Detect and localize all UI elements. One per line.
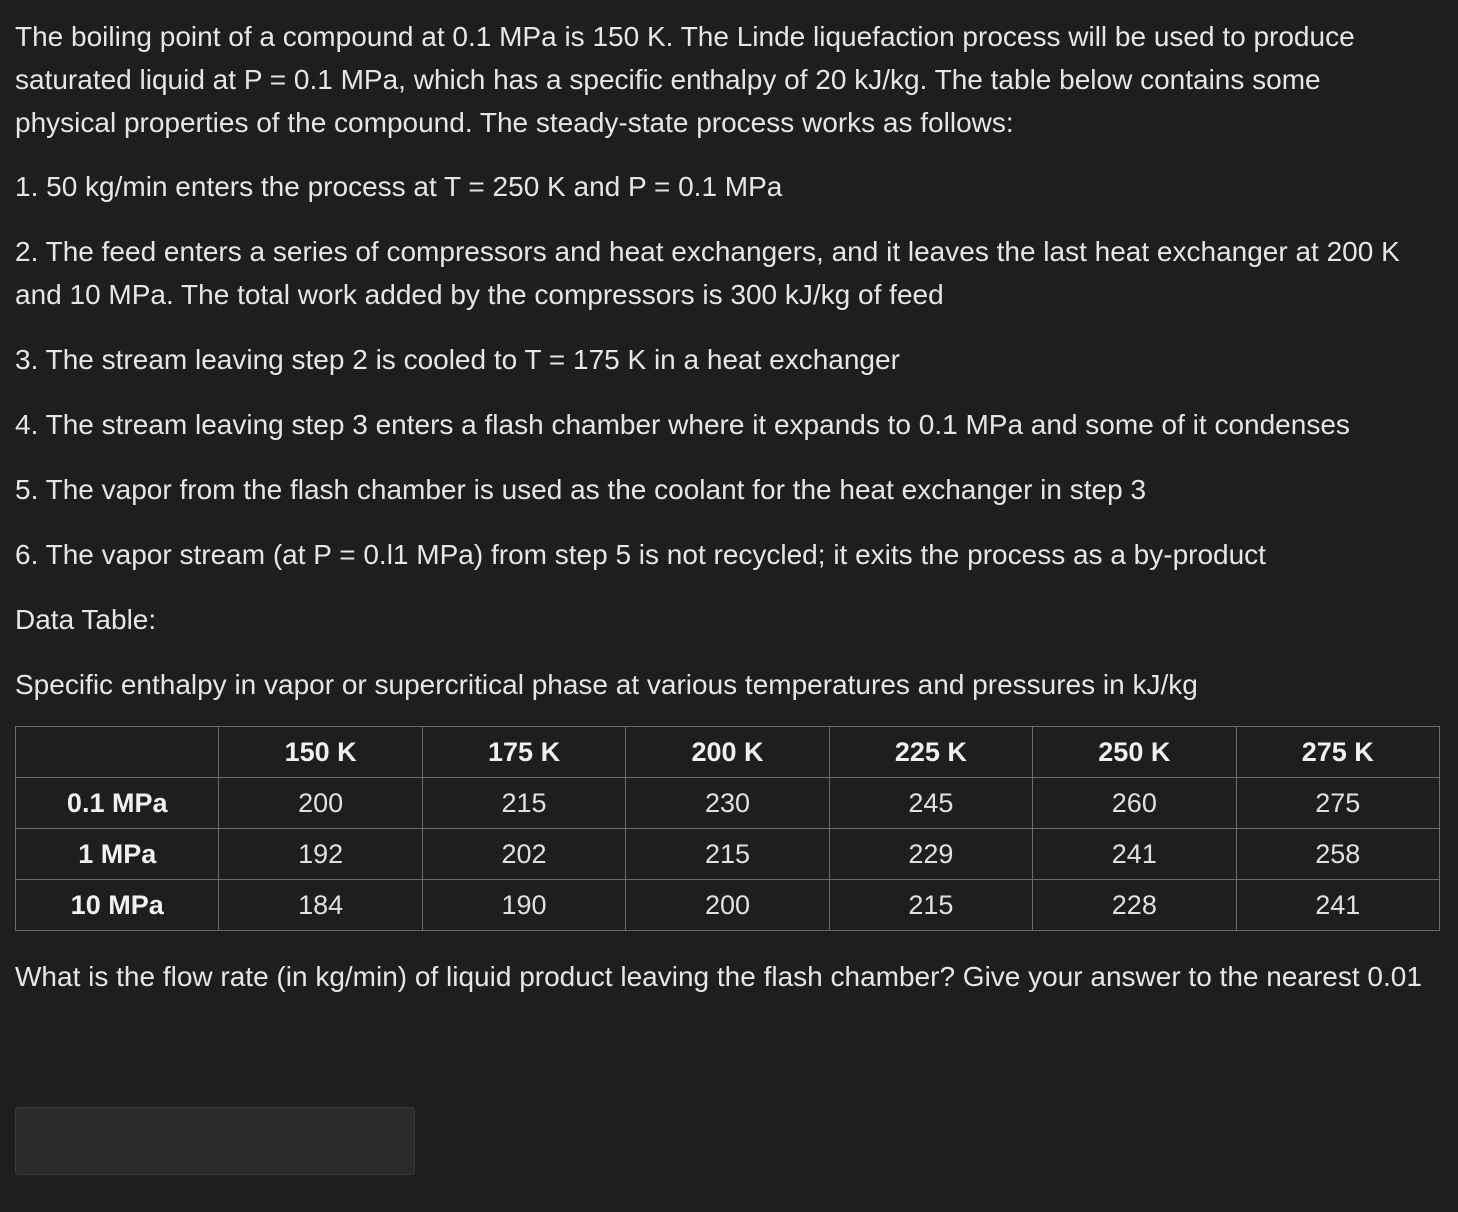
table-cell: 200: [219, 778, 422, 829]
table-cell: 230: [626, 778, 829, 829]
problem-container: [15, 15, 1440, 998]
table-row: [16, 829, 1440, 880]
table-cell: 275: [1236, 778, 1439, 829]
answer-input[interactable]: [15, 1107, 415, 1175]
step-6: 6. The vapor stream (at P = 0.l1 MPa) from step 5 is not recycled; it exits the process as a by-product: [15, 539, 1266, 570]
column-header: 225 K: [829, 727, 1032, 778]
column-header: 250 K: [1033, 727, 1236, 778]
table-cell: 202: [422, 829, 625, 880]
table-cell: 215: [422, 778, 625, 829]
table-cell: 241: [1236, 880, 1439, 931]
data-table-caption: Specific enthalpy in vapor or supercritical phase at various temperatures and pressures in kJ/kg: [15, 669, 1198, 700]
table-cell: 258: [1236, 829, 1439, 880]
question-text: What is the flow rate (in kg/min) of liquid product leaving the flash chamber? Give your answer to the nearest 0.01: [15, 961, 1422, 992]
table-cell: 215: [829, 880, 1032, 931]
data-table-label: Data Table:: [15, 604, 157, 635]
step-3: 3. The stream leaving step 2 is cooled to T = 175 K in a heat exchanger: [15, 344, 900, 375]
table-corner-cell: [16, 727, 219, 778]
table-cell: 241: [1033, 829, 1236, 880]
table-row: [16, 778, 1440, 829]
table-cell: 245: [829, 778, 1032, 829]
table-cell: 215: [626, 829, 829, 880]
table-cell: 229: [829, 829, 1032, 880]
table-cell: 228: [1033, 880, 1236, 931]
step-1: 1. 50 kg/min enters the process at T = 250 K and P = 0.1 MPa: [15, 171, 783, 202]
enthalpy-table: [15, 726, 1440, 931]
table-row: [16, 880, 1440, 931]
table-cell: 260: [1033, 778, 1236, 829]
table-header-row: [16, 727, 1440, 778]
table-cell: 190: [422, 880, 625, 931]
row-header: 0.1 MPa: [16, 778, 219, 829]
column-header: 200 K: [626, 727, 829, 778]
row-header: 10 MPa: [16, 880, 219, 931]
table-cell: 200: [626, 880, 829, 931]
row-header: 1 MPa: [16, 829, 219, 880]
step-4: 4. The stream leaving step 3 enters a flash chamber where it expands to 0.1 MPa and some of it condenses: [15, 409, 1350, 440]
step-5: 5. The vapor from the flash chamber is used as the coolant for the heat exchanger in step 3: [15, 474, 1147, 505]
column-header: 275 K: [1236, 727, 1439, 778]
column-header: 175 K: [422, 727, 625, 778]
problem-intro: The boiling point of a compound at 0.1 MPa is 150 K. The Linde liquefaction process will be used to produce saturated liquid at P = 0.1 MPa, which has a specific enthalpy of 20 kJ/kg. The table below contains some physical properties of the compound. The steady-state process works as follows:: [15, 21, 1355, 138]
table-cell: 184: [219, 880, 422, 931]
step-2: 2. The feed enters a series of compressors and heat exchangers, and it leaves the last heat exchanger at 200 K and 10 MPa. The total work added by the compressors is 300 kJ/kg of feed: [15, 236, 1400, 310]
column-header: 150 K: [219, 727, 422, 778]
table-cell: 192: [219, 829, 422, 880]
